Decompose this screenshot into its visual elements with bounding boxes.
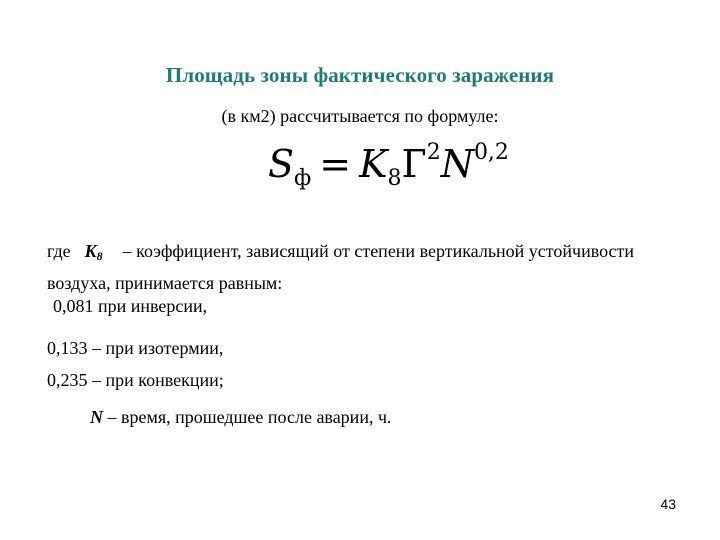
slide-subtitle: (в км2) рассчитывается по формуле:	[221, 106, 499, 126]
formula-gamma-superscript: 2	[426, 140, 441, 165]
area-formula	[268, 142, 509, 190]
formula-s: S	[268, 142, 295, 186]
slide-title: Площадь зоны фактического заражения	[165, 63, 555, 87]
k-symbol-subscript: 8	[96, 249, 103, 263]
formula-n: N	[440, 142, 474, 186]
n-symbol: N	[90, 407, 103, 427]
formula-k: K	[359, 142, 388, 186]
list-item-convection: 0,235 – при конвекции;	[47, 370, 224, 390]
list-item-inversion: 0,081 при инверсии,	[53, 296, 208, 316]
page-number: 43	[660, 496, 676, 512]
formula-k-subscript: 8	[387, 166, 402, 191]
formula-gamma: Г	[401, 142, 427, 186]
list-item-isotherm: 0,133 – при изотермии,	[47, 338, 224, 358]
formula-equals: =	[319, 142, 352, 186]
n-description-line	[90, 407, 392, 428]
description-text: – коэффициент, зависящий от степени вертикальной устойчивости воздуха, принимается равным:	[47, 241, 635, 293]
n-description: – время, прошедшее после аварии, ч.	[107, 407, 392, 427]
k8-symbol	[85, 241, 103, 261]
formula-s-subscript: ф	[294, 166, 312, 191]
where-label: где	[47, 241, 71, 261]
k-symbol: K	[84, 241, 97, 261]
coefficient-description	[47, 238, 687, 297]
formula-n-superscript: 0,2	[473, 140, 509, 165]
